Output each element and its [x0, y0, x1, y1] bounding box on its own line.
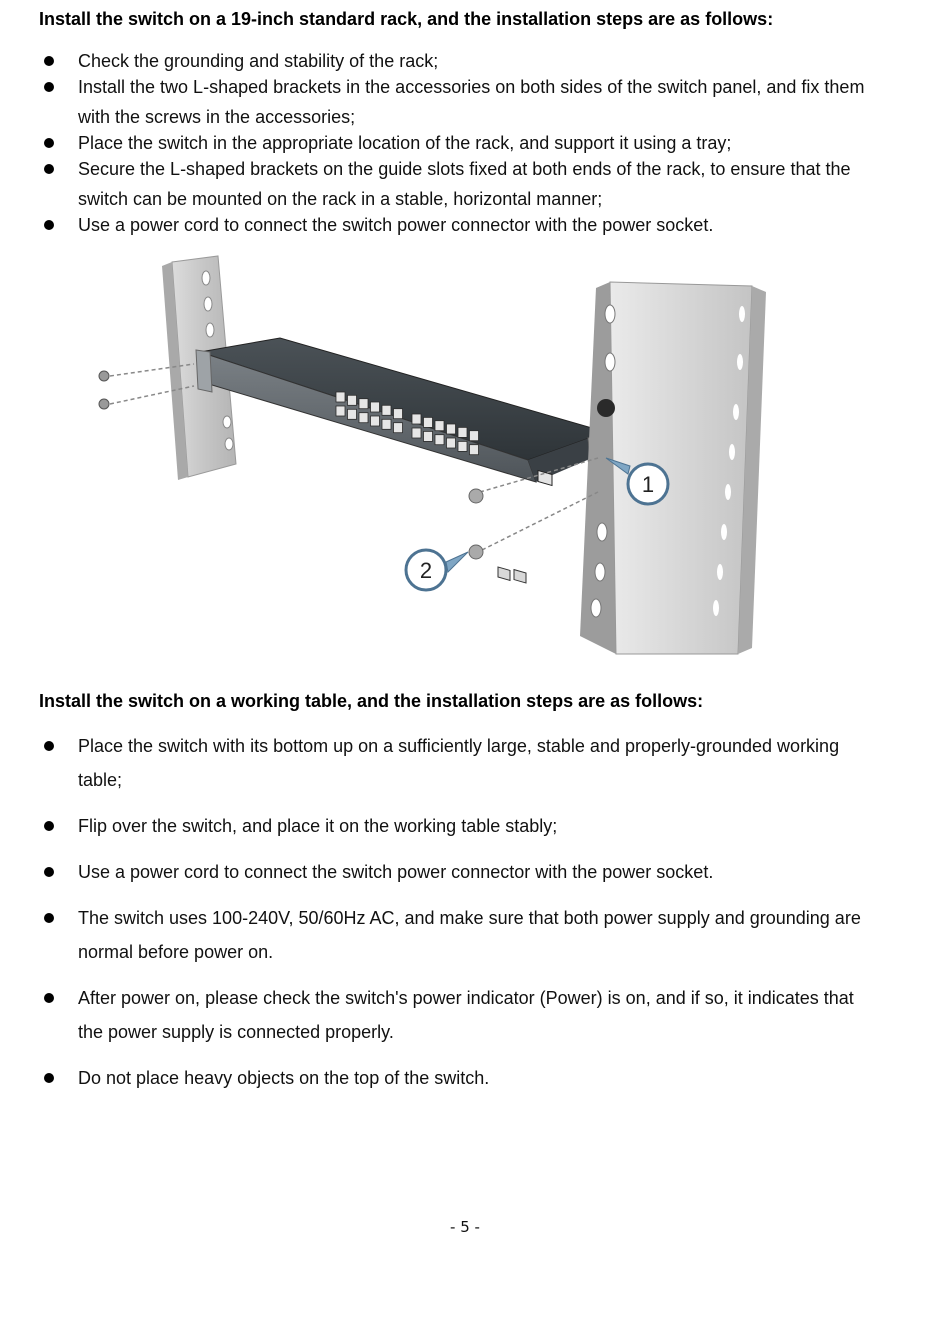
ethernet-port	[447, 438, 456, 448]
bullet-icon	[44, 220, 54, 230]
list-item	[0, 72, 950, 132]
table-install-steps	[0, 729, 950, 1107]
ethernet-port	[470, 445, 479, 455]
ethernet-port	[470, 431, 479, 441]
ethernet-port	[382, 419, 391, 429]
callout-1-label: 1	[641, 472, 655, 497]
list-item	[0, 901, 950, 969]
list-item	[0, 981, 950, 1049]
ethernet-port	[336, 406, 345, 416]
bullet-icon	[44, 1073, 54, 1083]
list-item	[0, 1061, 950, 1095]
right-rack-post	[580, 282, 766, 654]
ethernet-port	[382, 405, 391, 415]
bullet-icon	[44, 913, 54, 923]
ethernet-port	[371, 416, 380, 426]
section-heading-rack: Install the switch on a 19-inch standard rack, and the installation steps are as follows:	[39, 9, 774, 29]
list-item	[0, 154, 950, 214]
ethernet-port	[458, 441, 467, 451]
callout-2	[406, 550, 468, 590]
bullet-icon	[44, 138, 54, 148]
ethernet-port	[359, 399, 368, 409]
callout-2-label: 2	[419, 558, 433, 583]
bullet-icon	[44, 867, 54, 877]
step-text: Secure the L-shaped brackets on the guide slots fixed at both ends of the rack, to ensure that the switch can be mounted on the rack in a stable, horizontal manner;	[78, 159, 851, 209]
step-text: Install the two L-shaped brackets in the accessories on both sides of the switch panel, and fix them with the screws in the accessories;	[78, 77, 865, 127]
ethernet-port	[412, 414, 421, 424]
bullet-icon	[44, 993, 54, 1003]
ethernet-port	[412, 428, 421, 438]
switch-device	[196, 338, 614, 482]
ethernet-port	[348, 409, 357, 419]
ethernet-port	[394, 423, 403, 433]
step-text: The switch uses 100-240V, 50/60Hz AC, and make sure that both power supply and grounding are normal before power on.	[78, 908, 861, 962]
ethernet-port	[424, 417, 433, 427]
ethernet-port	[435, 435, 444, 445]
rack-installation-illustration	[90, 252, 790, 672]
step-text: Check the grounding and stability of the rack;	[78, 51, 439, 71]
page-number: - 5 -	[450, 1218, 480, 1236]
step-text: Use a power cord to connect the switch power connector with the power socket.	[78, 862, 714, 882]
ethernet-port	[394, 409, 403, 419]
step-text: Place the switch in the appropriate location of the rack, and support it using a tray;	[78, 133, 732, 153]
list-item	[0, 210, 950, 240]
ethernet-port	[447, 424, 456, 434]
section-heading-table: Install the switch on a working table, and the installation steps are as follows:	[39, 691, 704, 711]
list-item	[0, 729, 950, 797]
list-item	[0, 809, 950, 843]
step-text: Place the switch with its bottom up on a sufficiently large, stable and properly-grounded working table;	[78, 736, 840, 790]
uplink-ports	[498, 470, 552, 583]
ethernet-port	[336, 392, 345, 402]
ethernet-port	[435, 421, 444, 431]
step-text: Use a power cord to connect the switch power connector with the power socket.	[78, 215, 714, 235]
step-text: Do not place heavy objects on the top of the switch.	[78, 1068, 490, 1088]
ethernet-port	[348, 395, 357, 405]
ethernet-port	[424, 431, 433, 441]
ethernet-port	[458, 427, 467, 437]
ethernet-port	[371, 402, 380, 412]
ethernet-port	[359, 413, 368, 423]
list-item	[0, 855, 950, 889]
bullet-icon	[44, 821, 54, 831]
bullet-icon	[44, 164, 54, 174]
bullet-icon	[44, 741, 54, 751]
rack-install-steps	[0, 46, 950, 236]
bullet-icon	[44, 82, 54, 92]
step-text: After power on, please check the switch's power indicator (Power) is on, and if so, it indicates that the power supply is connected properly.	[78, 988, 854, 1042]
bullet-icon	[44, 56, 54, 66]
step-text: Flip over the switch, and place it on the working table stably;	[78, 816, 558, 836]
